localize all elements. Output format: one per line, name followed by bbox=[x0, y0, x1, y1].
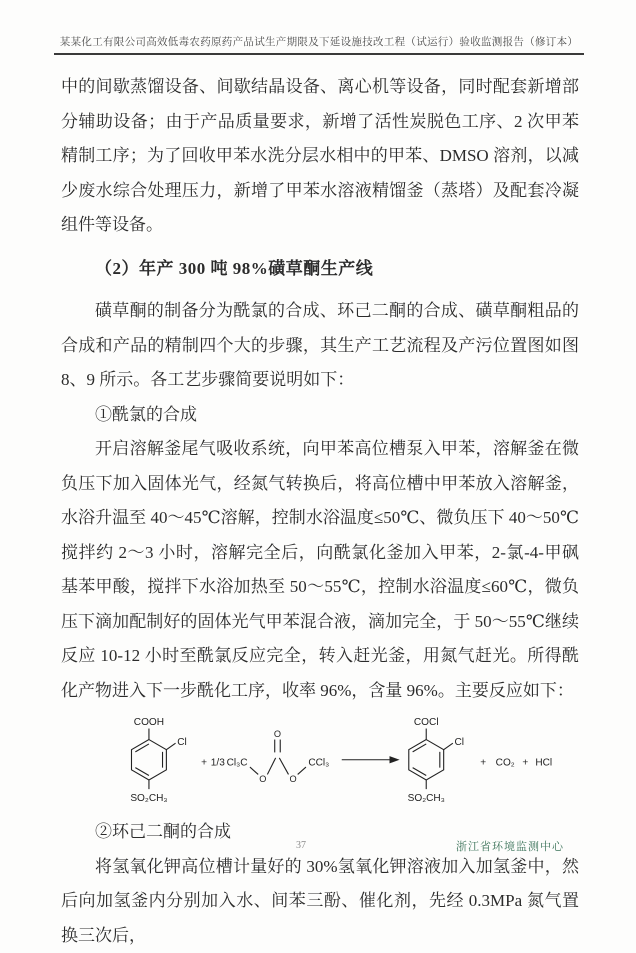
reactant-sulfonyl-label: SO₂CH₃ bbox=[130, 793, 167, 804]
triphosgene-group bbox=[201, 729, 329, 784]
product-acyl-label: COCl bbox=[414, 717, 439, 728]
triphosgene-left-label: Cl₃C bbox=[227, 757, 248, 768]
stoichiometric-coefficient: 1/3 bbox=[211, 757, 225, 768]
plus-sign: + bbox=[522, 757, 528, 768]
ester-oxygen-right: O bbox=[290, 774, 297, 784]
product-cl-label: Cl bbox=[455, 737, 465, 748]
document-body bbox=[61, 70, 579, 953]
byproduct-co2-label: CO₂ bbox=[496, 757, 515, 768]
plus-sign: + bbox=[480, 757, 486, 768]
product-molecule bbox=[408, 717, 464, 804]
benzene-ring bbox=[409, 740, 444, 780]
reaction-arrow bbox=[342, 756, 400, 763]
step-title-cyclohexanedione: ②环己二酮的合成 bbox=[61, 815, 579, 850]
reactant-molecule bbox=[130, 717, 186, 804]
reactant-cl-label: Cl bbox=[177, 737, 187, 748]
paragraph-process-overview: 磺草酮的制备分为酰氯的合成、环己二酮的合成、磺草酮粗品的合成和产品的精制四个大的步骤，其生产工艺流程及产污位置图如图 8、9 所示。各工艺步骤简要说明如下： bbox=[61, 294, 579, 398]
byproduct-hcl-label: HCl bbox=[535, 757, 552, 768]
paragraph-equipment: 中的间歇蒸馏设备、间歇结晶设备、离心机等设备，同时配套新增部分辅助设备；由于产品质量要求，新增了活性炭脱色工序、2 次甲苯精制工序；为了回收甲苯水洗分层水相中的甲苯、DMSO 溶剂，以减少废水综合处理压力，新增了甲苯水溶液精馏釜（蒸塔）及配套冷凝组件等设备。 bbox=[61, 70, 579, 243]
plus-sign: + bbox=[201, 757, 207, 768]
paragraph-acyl-chloride-process: 开启溶解釜尾气吸收系统，向甲苯高位槽泵入甲苯，溶解釜在微负压下加入固体光气，经氮气转换后，将高位槽中甲苯放入溶解釜，水浴升温至 40～45℃溶解，控制水浴温度≤50℃、微负压下 40～50℃搅拌约 2～3 小时，溶解完全后，向酰氯化釜加入甲苯，2-氯-4-甲砜基苯甲酸，搅拌下水浴加热至 50～55℃，控制水浴温度≤60℃，微负压下滴加配制好的固体光气甲苯混合液，滴加完全，于 50～55℃继续反应 10-12 小时至酰氯反应完全，转入赶光釜，用氮气赶光。所得酰化产物进入下一步酰化工序，收率 96%，含量 96%。主要反应如下： bbox=[61, 432, 579, 708]
triphosgene-right-label: CCl₃ bbox=[308, 757, 329, 768]
reaction-scheme-svg bbox=[123, 712, 555, 813]
header-title: 某某化工有限公司高效低毒农药原药产品试生产期限及下延设施技改工程（试运行）验收监测报告（修订本） bbox=[54, 34, 584, 49]
product-sulfonyl-label: SO₂CH₃ bbox=[408, 793, 445, 804]
section-heading-production-line: （2）年产 300 吨 98%磺草酮生产线 bbox=[61, 252, 579, 287]
benzene-ring bbox=[131, 740, 166, 780]
step-title-acyl-chloride: ①酰氯的合成 bbox=[61, 398, 579, 433]
monitoring-center-watermark: 浙江省环境监测中心 bbox=[456, 838, 564, 854]
ester-oxygen-left: O bbox=[259, 774, 266, 784]
paragraph-cyclohexanedione-process: 将氢氧化钾高位槽计量好的 30%氢氧化钾溶液加入加氢釜中，然后向加氢釜内分别加入水、间苯三酚、催化剂，先经 0.3MPa 氮气置换三次后， bbox=[61, 850, 579, 953]
chemical-reaction-figure bbox=[123, 712, 579, 813]
carbonyl-oxygen: O bbox=[274, 729, 281, 739]
page-number: 37 bbox=[296, 840, 306, 851]
byproducts-group bbox=[480, 757, 552, 768]
page-header bbox=[54, 34, 584, 55]
reactant-acid-label: COOH bbox=[134, 717, 164, 728]
